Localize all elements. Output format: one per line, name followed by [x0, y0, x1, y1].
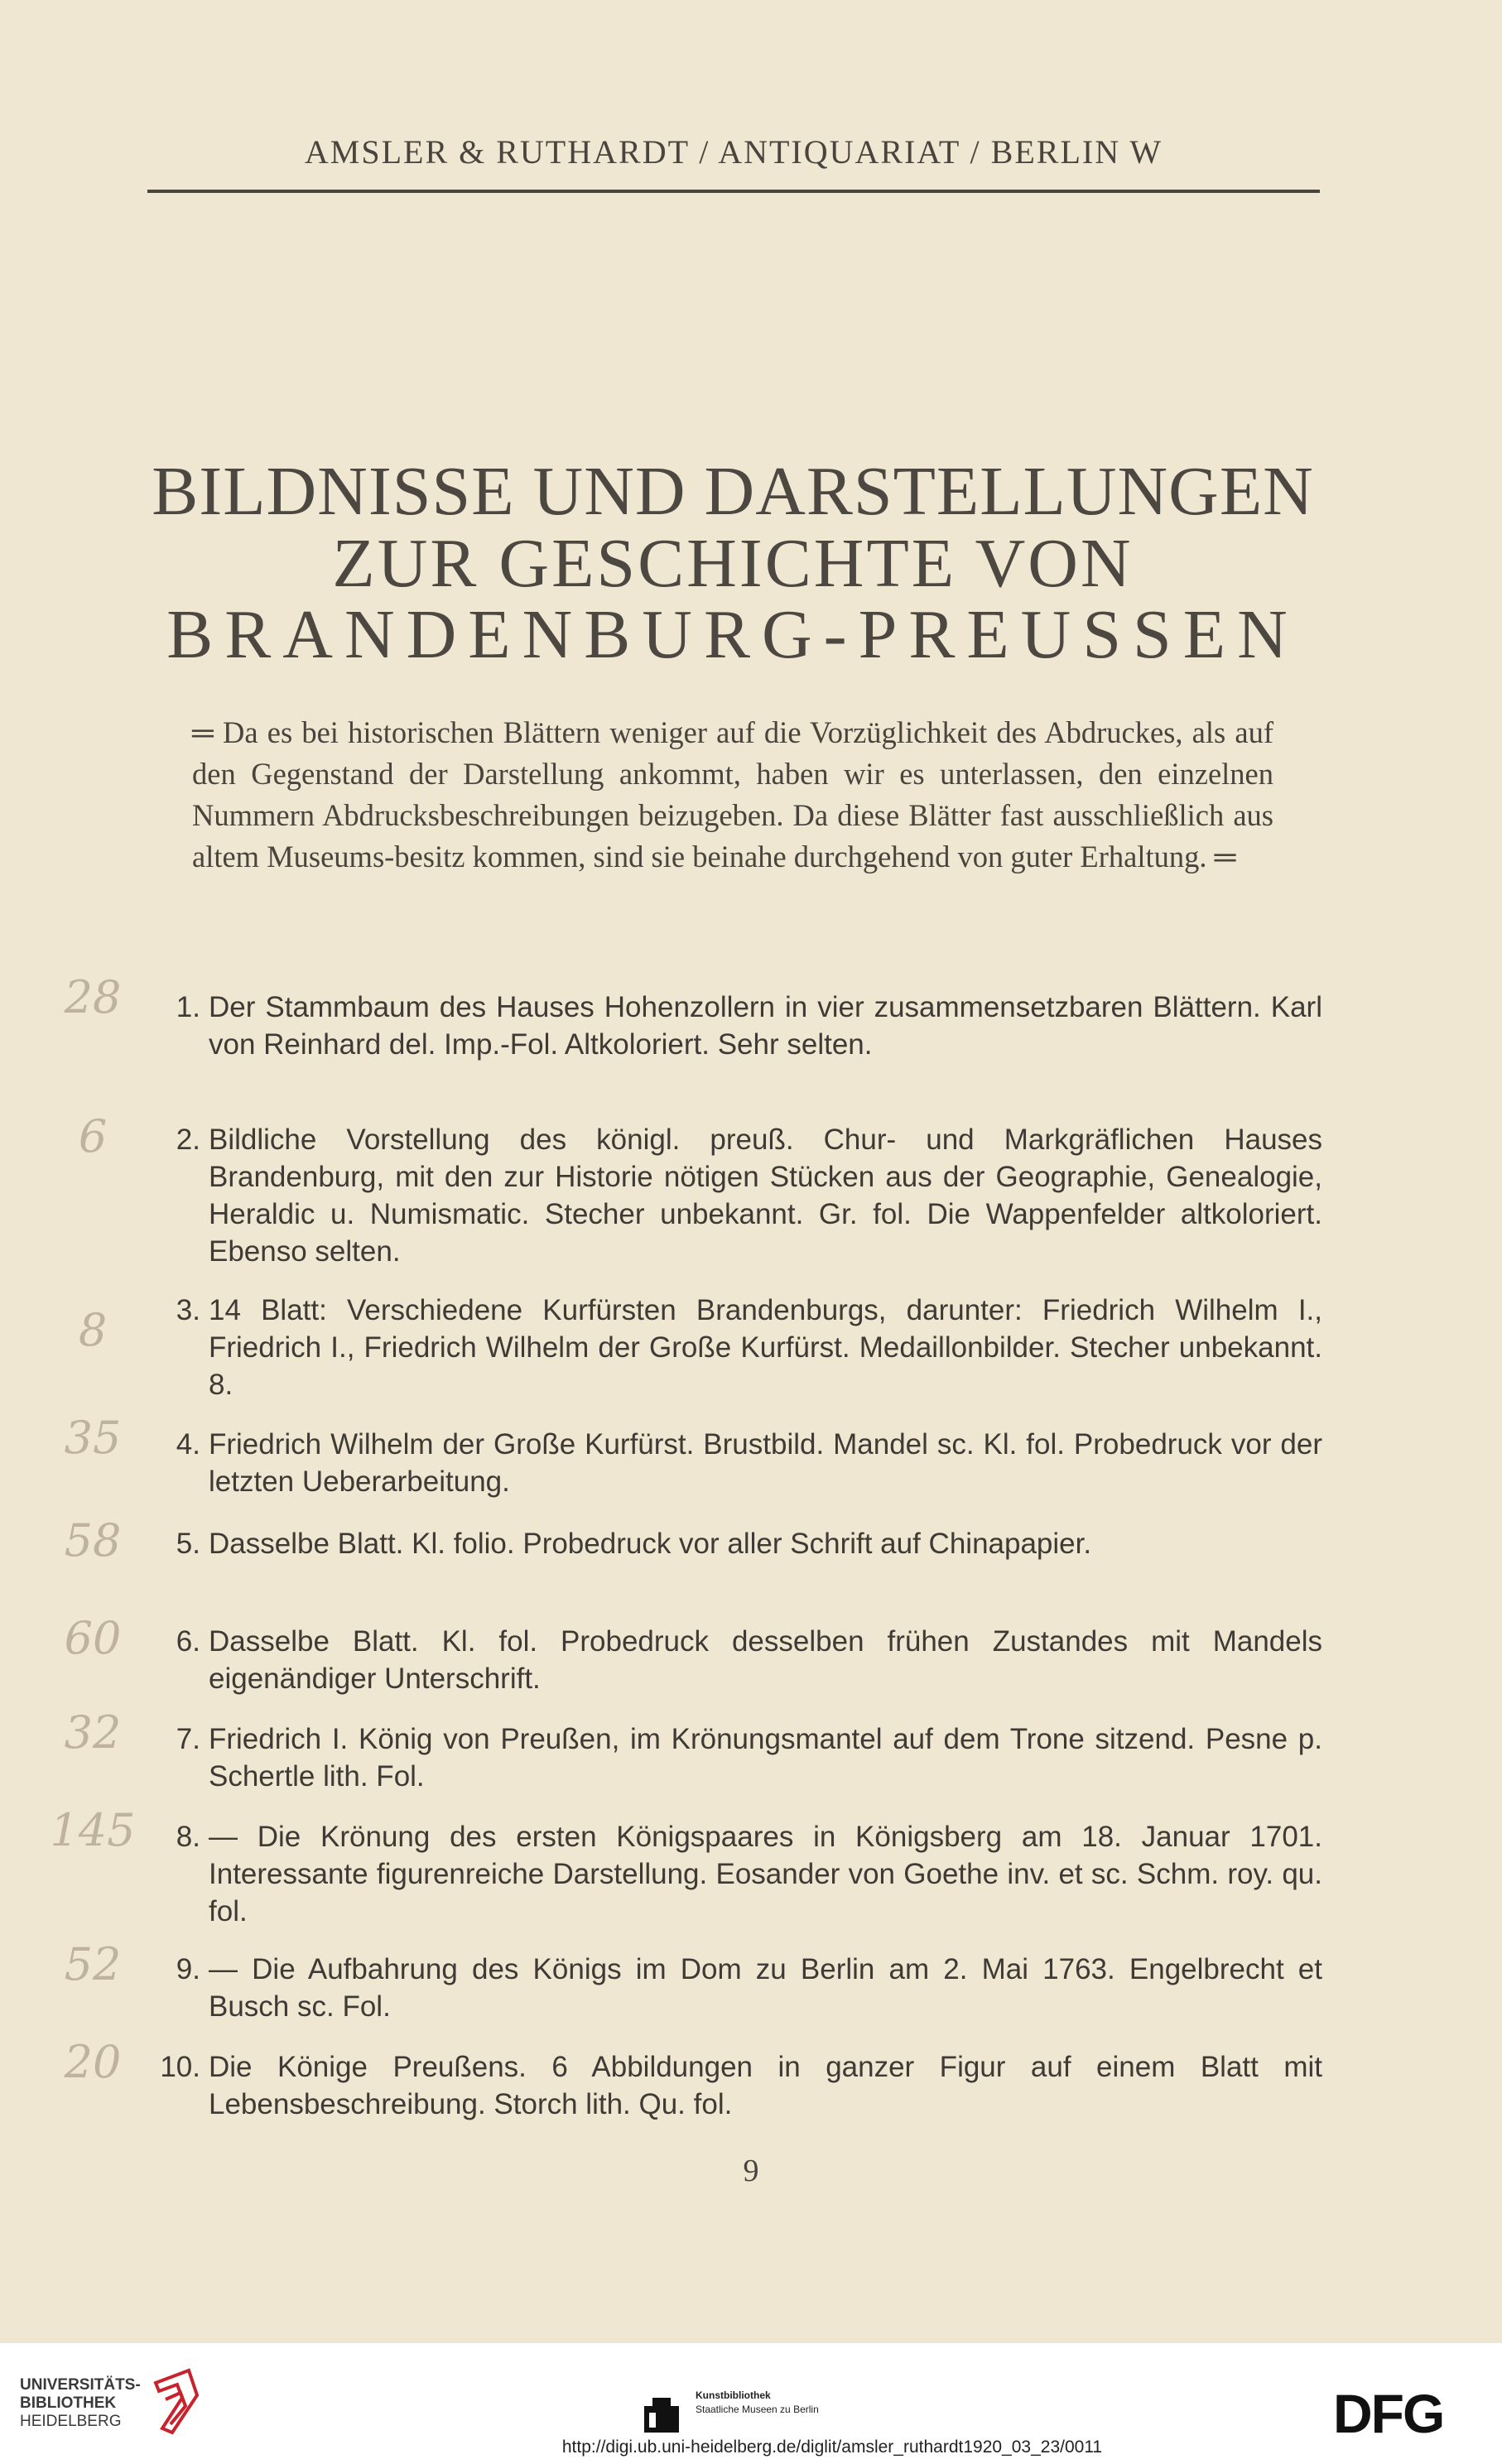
title-line-1: BILDNISSE UND DARSTELLUNGEN: [152, 453, 1314, 530]
entry-number: 9.: [176, 1953, 200, 1985]
handwritten-price: 52: [64, 1938, 122, 1990]
entry-text: — Die Krönung des ersten Königspaares in Königsberg am 18. Januar 1701. Interessante figurenreiche Darstellung. Eosander von Goethe inv. et sc. Schm. roy. qu. fol.: [209, 1821, 1322, 1927]
entry-number: 8.: [176, 1821, 200, 1853]
title-line-2: ZUR GESCHICHTE VON: [332, 525, 1134, 602]
entry-text: Dasselbe Blatt. Kl. folio. Probedruck vor aller Schrift auf Chinapapier.: [209, 1528, 1092, 1560]
logo-text-line-1: UNIVERSITÄTS-: [20, 2376, 141, 2394]
catalog-entry: [78, 1292, 1322, 1403]
handwritten-price: 145: [50, 1804, 136, 1856]
handwritten-price: 60: [64, 1612, 122, 1664]
entry-number: 7.: [176, 1723, 200, 1755]
handwritten-price: 32: [64, 1706, 122, 1759]
handwritten-price: 6: [78, 1110, 108, 1162]
catalog-entry: [64, 1938, 1322, 2025]
entry-number: 3.: [176, 1294, 200, 1326]
permalink-url[interactable]: http://digi.ub.uni-heidelberg.de/diglit/amsler_ruthardt1920_03_23/0011: [561, 2438, 1103, 2457]
logo-text-line-2: BIBLIOTHEK: [20, 2394, 117, 2412]
university-library-logo[interactable]: [20, 2376, 141, 2431]
entry-number: 1.: [176, 991, 200, 1023]
entry-number: 10.: [160, 2051, 200, 2083]
intro-paragraph: ═ Da es bei historischen Blättern weniger auf die Vorzüglichkeit des Abdruckes, als auf den Gegenstand der Darstellung ankommt, haben wir es unterlassen, den einzelnen Nummern Abdrucksbeschreibungen beizugeben. Da diese Blätter fast ausschließlich aus altem Museums-besitz kommen, sind sie beinahe durchgehend von guter Erhaltung. ═: [192, 715, 1273, 873]
catalog-entry: [64, 1514, 1322, 1566]
catalog-entry: [64, 971, 1322, 1063]
entry-text: — Die Aufbahrung des Königs im Dom zu Berlin am 2. Mai 1763. Engelbrecht et Busch sc. Fol.: [209, 1953, 1322, 2023]
catalog-entry: [64, 1706, 1322, 1795]
catalog-entry: [64, 1412, 1322, 1500]
entry-number: 4.: [176, 1428, 200, 1461]
ub-logo-icon: [147, 2366, 205, 2441]
handwritten-price: 20: [64, 2036, 122, 2088]
dfg-logo[interactable]: DFG: [1333, 2383, 1444, 2444]
handwritten-price: 28: [64, 971, 122, 1023]
entry-text: Der Stammbaum des Hauses Hohenzollern in vier zusammensetzbaren Blättern. Karl von Reinhard del. Imp.-Fol. Altkoloriert. Sehr selten.: [209, 991, 1322, 1061]
entry-text: Dasselbe Blatt. Kl. fol. Probedruck desselben frühen Zustandes mit Mandels eigenändiger Unterschrift.: [209, 1625, 1322, 1695]
entry-number: 6.: [176, 1625, 200, 1658]
title-line-3: BRANDENBURG-PREUSSEN: [166, 596, 1299, 673]
kb-line-1: Kunstbibliothek: [696, 2389, 771, 2401]
handwritten-price: 35: [64, 1412, 122, 1464]
handwritten-price: 58: [64, 1514, 122, 1566]
page-number: 9: [743, 2154, 759, 2188]
entry-number: 2.: [176, 1124, 200, 1156]
logo-text-line-3: HEIDELBERG: [20, 2413, 122, 2430]
catalog-entry: [64, 2036, 1322, 2123]
entry-text: Bildliche Vorstellung des königl. preuß. Chur- und Markgräflichen Hauses Brandenburg, mit den zur Historie nötigen Stücken aus der Geographie, Genealogie, Heraldic u. Numismatic. Stecher unbekannt. Gr. fol. Die Wappenfelder altkoloriert. Ebenso selten.: [209, 1124, 1322, 1268]
catalog-entry: [64, 1612, 1322, 1697]
entry-text: Die Könige Preußens. 6 Abbildungen in ganzer Figur auf einem Blatt mit Lebensbeschreibung. Storch lith. Qu. fol.: [209, 2051, 1322, 2120]
running-header: AMSLER & RUTHARDT / ANTIQUARIAT / BERLIN W: [304, 133, 1163, 171]
entry-number: 5.: [176, 1528, 200, 1560]
kb-line-2: Staatliche Museen zu Berlin: [696, 2404, 819, 2415]
entry-text: Friedrich Wilhelm der Große Kurfürst. Brustbild. Mandel sc. Kl. fol. Probedruck vor der letzten Ueberarbeitung.: [209, 1428, 1322, 1498]
entry-text: Friedrich I. König von Preußen, im Krönungsmantel auf dem Trone sitzend. Pesne p. Schertle lith. Fol.: [209, 1723, 1322, 1793]
catalog-entry: [50, 1804, 1322, 1930]
catalog-entry: [78, 1110, 1322, 1270]
header-rule: [147, 190, 1320, 193]
entry-text: 14 Blatt: Verschiedene Kurfürsten Brandenburgs, darunter: Friedrich Wilhelm I., Friedrich I., Friedrich Wilhelm der Große Kurfürst. Medaillonbilder. Stecher unbekannt. 8.: [209, 1294, 1322, 1401]
handwritten-price: 8: [78, 1304, 108, 1356]
kunstbibliothek-label: [696, 2389, 819, 2417]
kunstbibliothek-logo-icon: [641, 2394, 682, 2436]
digitization-footer: [0, 2343, 1502, 2464]
